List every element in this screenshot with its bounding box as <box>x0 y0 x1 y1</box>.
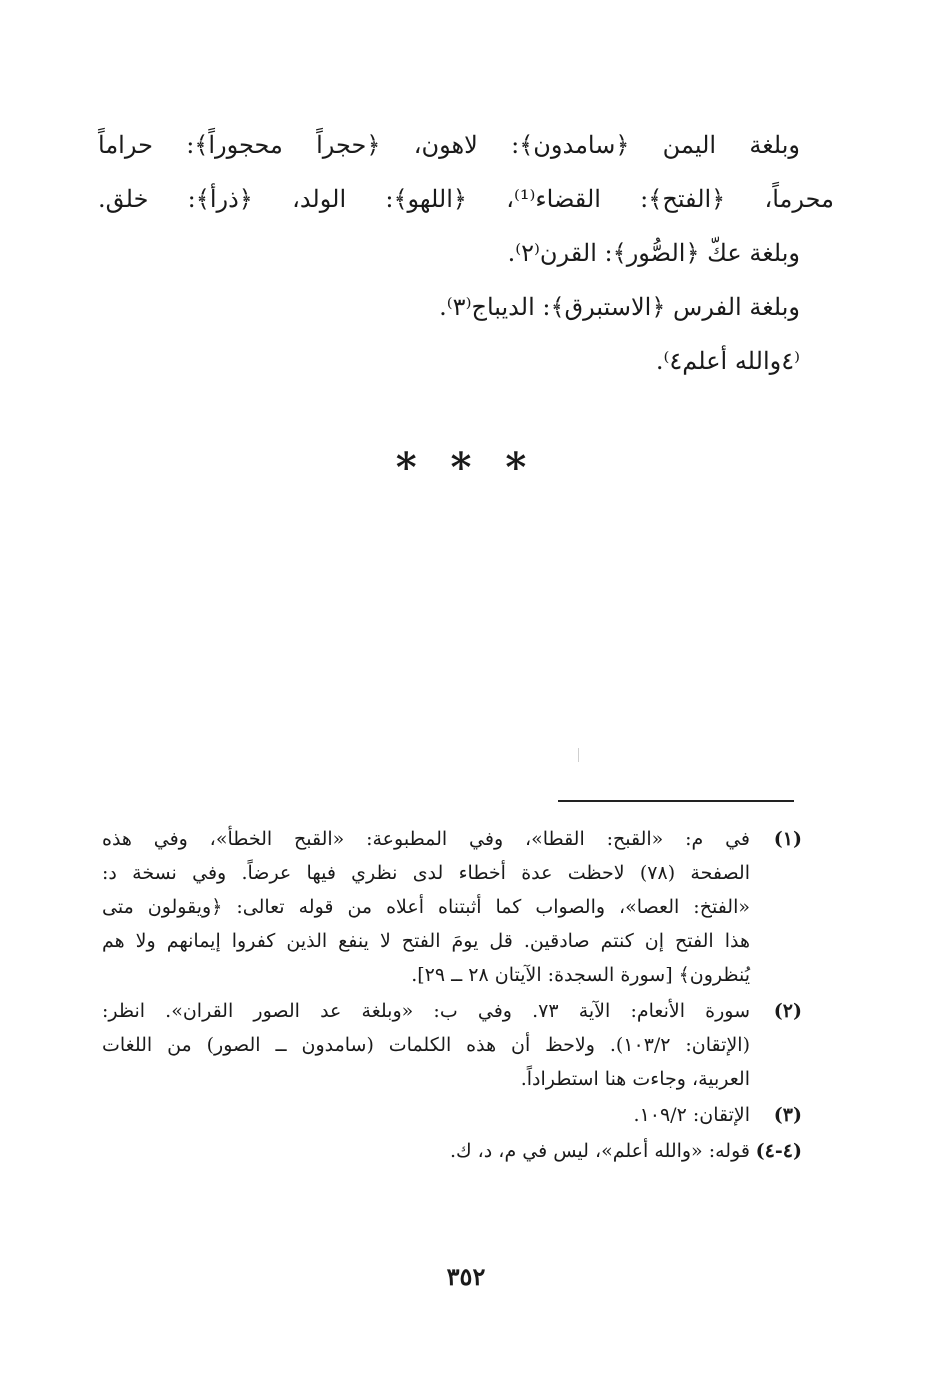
footnote-number: (٤-٤) <box>755 1140 802 1162</box>
section-separator: * * * <box>395 444 537 491</box>
main-line-3: وبلغة عكّ ﴿الصُّور﴾: القرن⁽٢⁾. <box>507 239 800 267</box>
footnote-line: «الفتخ: العصا»، والصواب كما أثبتناه أعلاه من قوله تعالى: ﴿ويقولون متى <box>102 896 750 918</box>
scan-speck <box>578 748 579 762</box>
footnote-line: العربية، وجاءت هنا استطراداً. <box>520 1068 750 1090</box>
footnote-3 <box>102 1098 802 1132</box>
footnote-number: (١) <box>773 828 802 850</box>
footnote-4 <box>102 1134 802 1168</box>
main-line-2: محرماً، ﴿الفتح﴾: القضاء⁽¹⁾، ﴿اللهو﴾: الولد، ﴿ذرأ﴾: خلق. <box>98 185 834 213</box>
footnote-line: (الإتقان: ١٠٣/٢). ولاحظ أن هذه الكلمات (سامدون ــ الصور) من اللغات <box>102 1034 750 1056</box>
main-line-1: وبلغة اليمن ﴿سامدون﴾: لاهون، ﴿حجراً محجوراً﴾: حراماً <box>98 131 800 159</box>
main-text <box>98 118 834 388</box>
footnote-1 <box>102 822 802 992</box>
footnote-line: في م: «القبح: القطا»، وفي المطبوعة: «القبح الخطأ»، وفي هذه <box>102 828 750 850</box>
footnote-line: سورة الأنعام: الآية ٧٣. وفي ب: «وبلغة عد الصور القران». انظر: <box>102 1000 750 1022</box>
footnote-line: الصفحة (٧٨) لاحظت عدة أخطاء لدى نظري فيها عرضاً. وفي نسخة د: <box>102 862 751 884</box>
page-number: ٣٥٢ <box>446 1262 486 1291</box>
footnote-divider <box>558 800 794 802</box>
footnote-line: يُنظرون﴾ [سورة السجدة: الآيتان ٢٨ ــ ٢٩]. <box>411 964 750 986</box>
main-line-5: ⁽٤والله أعلم٤⁾. <box>655 347 800 375</box>
footnote-number: (٢) <box>773 1000 802 1022</box>
footnotes <box>102 822 802 1170</box>
footnote-line: الإتقان: ١٠٩/٢. <box>633 1104 750 1126</box>
main-line-4: وبلغة الفرس ﴿الاستبرق﴾: الديباج⁽٣⁾. <box>439 293 800 321</box>
footnote-2 <box>102 994 802 1096</box>
footnote-line: قوله: «والله أعلم»، ليس في م، د، ك. <box>449 1140 750 1162</box>
footnote-number: (٣) <box>773 1104 802 1126</box>
footnote-line: هذا الفتح إن كنتم صادقين. قل يومَ الفتح لا ينفع الذين كفروا إيمانهم ولا هم <box>102 930 750 952</box>
